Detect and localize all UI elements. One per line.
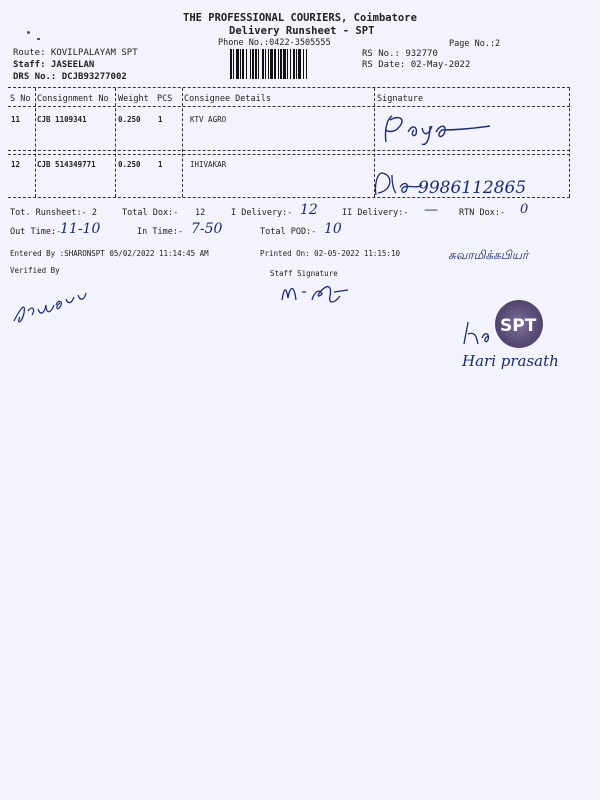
rtn-dox-value: 0 xyxy=(520,202,529,217)
barcode-bar xyxy=(242,49,244,79)
out-time-label: Out Time:- xyxy=(10,227,62,237)
rs-date: RS Date: 02-May-2022 xyxy=(362,60,471,70)
header-sno: S No xyxy=(10,94,31,104)
staff-signature-label: Staff Signature xyxy=(270,269,338,278)
spt-stamp-text: SPT xyxy=(500,316,537,336)
table-top-line xyxy=(8,87,570,88)
ii-delivery-value: — xyxy=(424,202,438,218)
total-dox-value: 12 xyxy=(195,208,206,218)
row-divider-line xyxy=(8,150,570,151)
printed-on: Printed On: 02-05-2022 11:15:10 xyxy=(260,249,400,258)
hari-prasath-signature: Hari prasath xyxy=(462,352,559,370)
row-divider-line-2 xyxy=(8,154,570,155)
barcode-bar xyxy=(280,49,282,79)
header-pcs: PCS xyxy=(157,94,173,104)
barcode-bar xyxy=(293,49,295,79)
row11-signature xyxy=(378,110,498,150)
barcode-bar xyxy=(230,49,232,79)
row-consignment: CJB 514349771 xyxy=(37,160,96,169)
staff-signature xyxy=(278,278,368,308)
header-consignee: Consignee Details xyxy=(184,94,271,104)
row12-phone-handwritten: 9986112865 xyxy=(418,178,527,198)
barcode-bar xyxy=(265,49,266,79)
col-divider xyxy=(569,88,570,197)
barcode-bar xyxy=(255,49,257,79)
barcode-bar xyxy=(250,49,251,79)
barcode-bar xyxy=(287,49,288,79)
barcode-bar xyxy=(240,49,241,79)
barcode xyxy=(230,49,354,79)
row-consignment: CJB 1109341 xyxy=(37,115,87,124)
verified-signature xyxy=(10,275,100,330)
out-time-value: 11-10 xyxy=(60,221,101,237)
total-pod-label: Total POD:- xyxy=(260,227,317,237)
barcode-bar xyxy=(246,49,247,79)
barcode-bar xyxy=(298,49,301,79)
entered-by: Entered By :SHARONSPT 05/02/2022 11:14:45 AM xyxy=(10,249,209,258)
row-sno: 11 xyxy=(11,115,21,124)
runsheet-subtitle: Delivery Runsheet - SPT xyxy=(229,25,375,37)
rtn-dox-label: RTN Dox:- xyxy=(459,208,506,218)
col-divider xyxy=(115,88,116,197)
stray-mark xyxy=(27,31,30,34)
barcode-bar xyxy=(290,49,291,79)
barcode-bar xyxy=(268,49,269,79)
row-pcs: 1 xyxy=(158,160,163,169)
table-header-line xyxy=(8,106,570,107)
barcode-bar xyxy=(236,49,239,79)
total-dox-label: Total Dox:- xyxy=(122,208,179,218)
barcode-bar xyxy=(306,49,307,79)
drs-number: DRS No.: DCJB93277002 xyxy=(13,72,127,82)
in-time-label: In Time:- xyxy=(137,227,184,237)
barcode-bar xyxy=(252,49,254,79)
route-label: Route: KOVILPALAYAM SPT xyxy=(13,48,138,58)
in-time-value: 7-50 xyxy=(191,221,223,237)
barcode-bar xyxy=(303,49,304,79)
header-weight: Weight xyxy=(118,94,149,104)
tot-runsheet: Tot. Runsheet:- 2 xyxy=(10,208,97,218)
barcode-bar xyxy=(274,49,276,79)
row-consignee: KTV AGRO xyxy=(190,115,227,124)
barcode-bar xyxy=(283,49,286,79)
phone-number: Phone No.:0422-3505555 xyxy=(218,38,331,48)
barcode-bar xyxy=(296,49,297,79)
tamil-handwriting: சுவாமிக்கபியர் xyxy=(448,248,529,262)
row-weight: 0.250 xyxy=(118,115,141,124)
ii-delivery-label: II Delivery:- xyxy=(342,208,409,218)
stamp-signature xyxy=(460,318,500,348)
col-divider xyxy=(182,88,183,197)
col-divider xyxy=(35,88,36,197)
row-pcs: 1 xyxy=(158,115,163,124)
row-weight: 0.250 xyxy=(118,160,141,169)
barcode-bar xyxy=(278,49,279,79)
i-delivery-value: 12 xyxy=(300,202,318,218)
verified-by-label: Verified By xyxy=(10,266,60,275)
staff-label: Staff: JASEELAN xyxy=(13,60,95,70)
header-signature: Signature xyxy=(377,94,424,104)
total-pod-value: 10 xyxy=(324,221,342,237)
header-consignment: Consignment No xyxy=(37,94,109,104)
row-sno: 12 xyxy=(11,160,21,169)
i-delivery-label: I Delivery:- xyxy=(231,208,293,218)
stray-mark xyxy=(37,38,40,40)
barcode-bar xyxy=(270,49,273,79)
rs-number: RS No.: 932770 xyxy=(362,49,438,59)
barcode-bar xyxy=(258,49,259,79)
barcode-bar xyxy=(233,49,234,79)
row-consignee: IHIVAKAR xyxy=(190,160,227,169)
barcode-bar xyxy=(262,49,264,79)
page-number: Page No.:2 xyxy=(449,39,501,49)
company-title: THE PROFESSIONAL COURIERS, Coimbatore xyxy=(183,12,417,24)
